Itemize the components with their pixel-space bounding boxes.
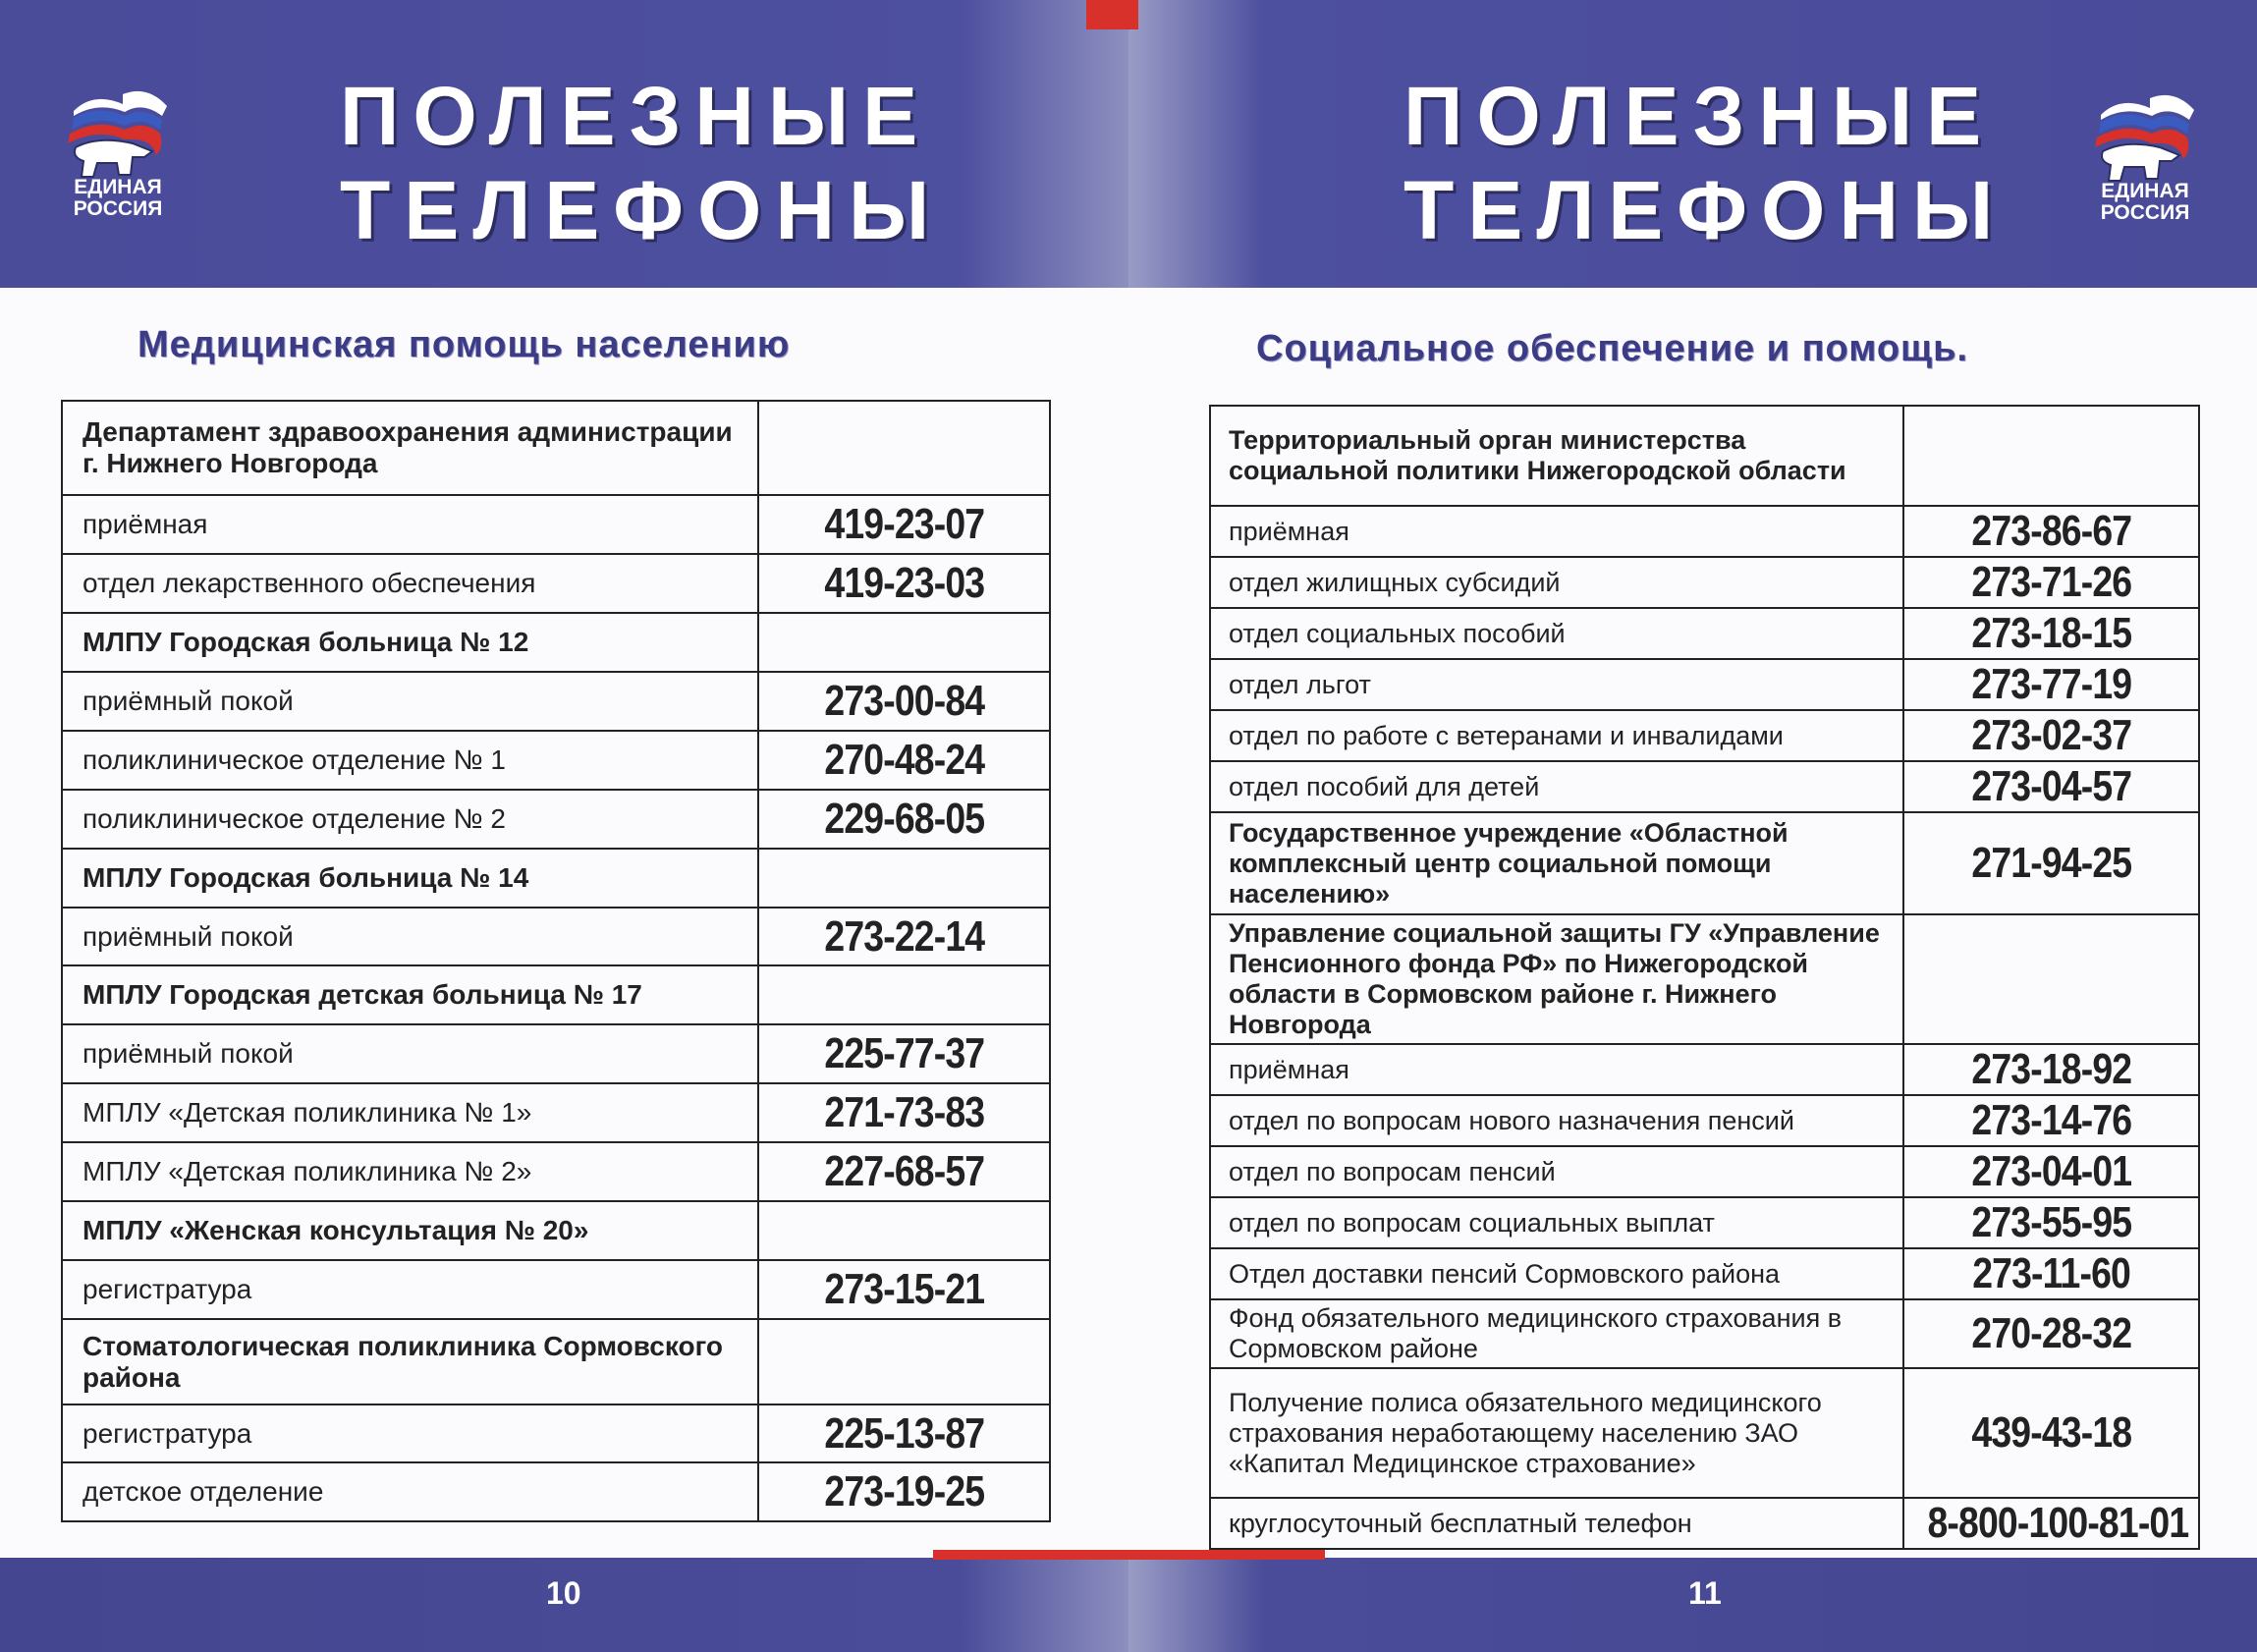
contact-label: круглосуточный бесплатный телефон [1210, 1498, 1903, 1549]
phone-cell [1903, 1248, 2199, 1299]
phone-cell [1903, 1197, 2199, 1248]
contact-label: приёмный покой [62, 672, 758, 731]
contact-label: отдел по вопросам социальных выплат [1210, 1197, 1903, 1248]
phone-cell [758, 613, 1050, 672]
contact-label: Департамент здравоохранения администрации г. Нижнего Новгорода [62, 401, 758, 495]
section-row [62, 1319, 1050, 1404]
phone-number: 229-68-05 [824, 795, 984, 843]
phone-number: 273-04-01 [1971, 1147, 2131, 1195]
bear-flag-icon [2081, 90, 2209, 184]
contact-row [1210, 1146, 2199, 1197]
contact-label: отдел по вопросам нового назначения пенсий [1210, 1095, 1903, 1146]
contact-label: приёмный покой [62, 908, 758, 965]
section-row [62, 1201, 1050, 1260]
phone-cell [1903, 1299, 2199, 1368]
section-row [62, 401, 1050, 495]
contact-row [1210, 1197, 2199, 1248]
phone-table-medical [61, 400, 1051, 1522]
phone-number: 227-68-57 [824, 1147, 984, 1195]
contact-label: приёмный покой [62, 1024, 758, 1083]
phone-cell [758, 965, 1050, 1024]
contact-label: отдел жилищных субсидий [1210, 557, 1903, 608]
contact-row [1210, 710, 2199, 761]
phone-number: 225-77-37 [824, 1029, 984, 1077]
contact-row [1210, 506, 2199, 557]
contact-label: Территориальный орган министерства социальной политики Нижегородской области [1210, 406, 1903, 506]
page-number: 10 [546, 1575, 581, 1611]
phone-number: 419-23-07 [824, 500, 984, 548]
phone-cell [758, 849, 1050, 908]
logo-text-line2: РОССИЯ [73, 197, 163, 220]
red-stripe [933, 1550, 1128, 1560]
contact-row [62, 1142, 1050, 1201]
section-row [1210, 914, 2199, 1044]
united-russia-logo [2081, 90, 2209, 238]
phone-cell [758, 1260, 1050, 1319]
contact-label: регистратура [62, 1260, 758, 1319]
contact-row [1210, 1248, 2199, 1299]
logo-text-line2: РОССИЯ [2100, 201, 2190, 224]
red-tab [1086, 0, 1128, 29]
page-title [1404, 69, 2007, 257]
contact-label: МЛПУ Городская больница № 12 [62, 613, 758, 672]
red-stripe [1128, 1550, 1325, 1560]
phone-cell [758, 495, 1050, 554]
phone-cell [1903, 914, 2199, 1044]
phone-number: 273-04-57 [1971, 762, 2131, 810]
phone-cell [758, 731, 1050, 790]
contact-label: Управление социальной защиты ГУ «Управление Пенсионного фонда РФ» по Нижегородской области в Сормовском районе г. Нижнего Новгорода [1210, 914, 1903, 1044]
phone-number: 270-28-32 [1971, 1309, 2131, 1357]
phone-cell [1903, 608, 2199, 659]
phone-cell [1903, 812, 2199, 914]
phone-number: 273-71-26 [1971, 558, 2131, 606]
contact-row [62, 1083, 1050, 1142]
phone-number: 273-02-37 [1971, 711, 2131, 759]
red-tab [1128, 0, 1138, 29]
phone-number: 273-55-95 [1971, 1198, 2131, 1246]
phone-number: 273-22-14 [824, 911, 984, 961]
phone-number: 8-800-100-81-01 [1927, 1499, 2189, 1547]
page-title [340, 69, 943, 257]
phone-number: 273-18-15 [1971, 609, 2131, 657]
united-russia-logo [54, 86, 182, 234]
phone-cell [1903, 659, 2199, 710]
phone-cell [758, 1319, 1050, 1404]
contact-row [1210, 1299, 2199, 1368]
contact-row [1210, 1368, 2199, 1498]
section-row [62, 613, 1050, 672]
contact-label: Отдел доставки пенсий Сормовского района [1210, 1248, 1903, 1299]
contact-row [62, 495, 1050, 554]
contact-row [1210, 608, 2199, 659]
contact-label: МПЛУ «Женская консультация № 20» [62, 1201, 758, 1260]
phone-cell [758, 1024, 1050, 1083]
contact-row [62, 790, 1050, 849]
phone-number: 419-23-03 [824, 559, 984, 607]
section-row [62, 965, 1050, 1024]
phone-cell [1903, 506, 2199, 557]
contact-row [1210, 557, 2199, 608]
phone-cell [758, 908, 1050, 965]
phone-number: 273-11-60 [1972, 1249, 2130, 1297]
contact-label: МПЛУ Городская больница № 14 [62, 849, 758, 908]
contact-row [62, 554, 1050, 613]
contact-label: поликлиническое отделение № 1 [62, 731, 758, 790]
contact-label: приёмная [62, 495, 758, 554]
phone-cell [1903, 406, 2199, 506]
title-line2: ТЕЛЕФОНЫ [340, 164, 944, 256]
phone-cell [1903, 1044, 2199, 1095]
phone-number: 273-15-21 [824, 1265, 984, 1313]
contact-label: МПЛУ «Детская поликлиника № 2» [62, 1142, 758, 1201]
phone-cell [758, 790, 1050, 849]
contact-label: регистратура [62, 1404, 758, 1462]
phone-cell [758, 672, 1050, 731]
phone-cell [758, 401, 1050, 495]
contact-label: МПЛУ Городская детская больница № 17 [62, 965, 758, 1024]
page-right [1128, 0, 2257, 1652]
phone-cell [1903, 557, 2199, 608]
title-line1: ПОЛЕЗНЫЕ [1404, 70, 1996, 162]
contact-label: детское отделение [62, 1462, 758, 1521]
contact-row [62, 908, 1050, 965]
phone-number: 273-77-19 [1971, 660, 2131, 708]
bear-flag-icon [54, 86, 182, 180]
contact-label: отдел лекарственного обеспечения [62, 554, 758, 613]
contact-label: МПЛУ «Детская поликлиника № 1» [62, 1083, 758, 1142]
phone-cell [1903, 1146, 2199, 1197]
phone-cell [758, 1142, 1050, 1201]
contact-label: приёмная [1210, 506, 1903, 557]
contact-label: отдел по вопросам пенсий [1210, 1146, 1903, 1197]
phone-cell [758, 1462, 1050, 1521]
phone-cell [1903, 1498, 2199, 1549]
contact-label: приёмная [1210, 1044, 1903, 1095]
phone-number: 273-19-25 [824, 1467, 984, 1515]
contact-label: отдел социальных пособий [1210, 608, 1903, 659]
section-row [1210, 406, 2199, 506]
contact-row [62, 672, 1050, 731]
contact-label: поликлиническое отделение № 2 [62, 790, 758, 849]
section-row [62, 849, 1050, 908]
section-heading: Медицинская помощь населению [138, 324, 791, 365]
contact-row [62, 1404, 1050, 1462]
contact-row [1210, 659, 2199, 710]
phone-cell [1903, 710, 2199, 761]
contact-label: Получение полиса обязательного медицинского страхования неработающему населению ЗАО «Капитал Медицинское страхование» [1210, 1368, 1903, 1498]
contact-label: Государственное учреждение «Областной комплексный центр социальной помощи населению» [1210, 812, 1903, 914]
page-number: 11 [1688, 1575, 1722, 1611]
contact-label: отдел пособий для детей [1210, 761, 1903, 812]
section-heading: Социальное обеспечение и помощь. [1256, 328, 1969, 369]
phone-number: 273-00-84 [824, 677, 984, 725]
phone-number: 225-13-87 [824, 1408, 984, 1458]
contact-row [62, 1462, 1050, 1521]
phone-number: 273-18-92 [1971, 1045, 2131, 1093]
contact-row [62, 1260, 1050, 1319]
phone-cell [758, 1201, 1050, 1260]
phone-number: 270-48-24 [824, 736, 984, 784]
phone-cell [758, 554, 1050, 613]
contact-label: Фонд обязательного медицинского страхования в Сормовском районе [1210, 1299, 1903, 1368]
contact-row [62, 731, 1050, 790]
contact-label: отдел по работе с ветеранами и инвалидами [1210, 710, 1903, 761]
contact-row [1210, 1044, 2199, 1095]
phone-cell [758, 1404, 1050, 1462]
contact-label: отдел льгот [1210, 659, 1903, 710]
phone-number: 439-43-18 [1971, 1408, 2131, 1457]
contact-row [1210, 812, 2199, 914]
phone-cell [1903, 761, 2199, 812]
contact-row [62, 1024, 1050, 1083]
phone-cell [758, 1083, 1050, 1142]
contact-label: Стоматологическая поликлиника Сормовского района [62, 1319, 758, 1404]
phone-table-social [1209, 405, 2200, 1550]
phone-number: 273-86-67 [1971, 507, 2131, 555]
phone-number: 271-73-83 [824, 1088, 984, 1136]
contact-row [1210, 1498, 2199, 1549]
title-line1: ПОЛЕЗНЫЕ [340, 70, 932, 162]
phone-cell [1903, 1368, 2199, 1498]
phone-number: 273-14-76 [1971, 1096, 2131, 1144]
contact-row [1210, 761, 2199, 812]
logo-text-line1: ЕДИНАЯ [74, 176, 162, 198]
title-line2: ТЕЛЕФОНЫ [1404, 164, 2008, 256]
page-left [0, 0, 1128, 1652]
phone-cell [1903, 1095, 2199, 1146]
phone-number: 271-94-25 [1971, 839, 2131, 887]
logo-text-line1: ЕДИНАЯ [2101, 180, 2189, 202]
contact-row [1210, 1095, 2199, 1146]
